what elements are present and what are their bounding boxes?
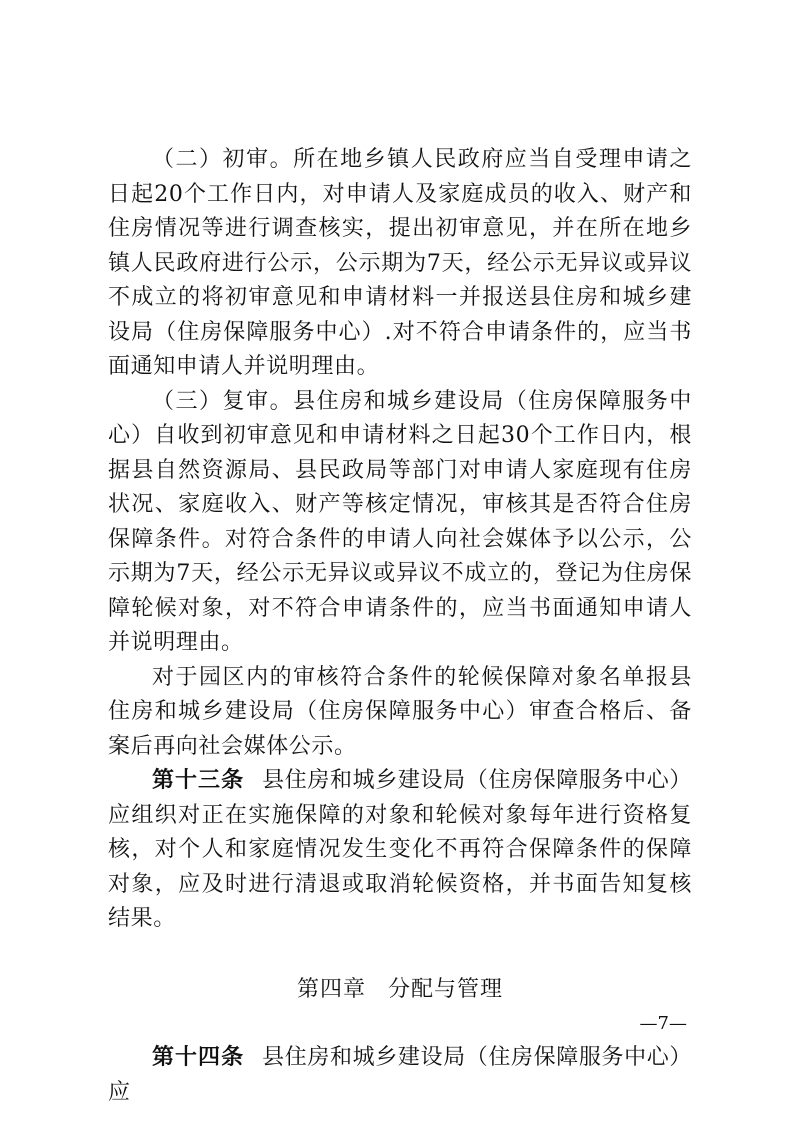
- article-13-number: 第十三条: [152, 768, 245, 793]
- article-13: [108, 764, 692, 937]
- article-14-text: 县住房和城乡建设局（住房保障服务中心）应: [108, 1045, 692, 1105]
- chapter-number: 第四章: [296, 976, 366, 1002]
- page-number: —7—: [639, 1013, 687, 1034]
- article-13-text: 县住房和城乡建设局（住房保障服务中心）应组织对正在实施保障的对象和轮候对象每年进行资格复核，对个人和家庭情况发生变化不再符合保障条件的保障对象，应及时进行清退或取消轮候资格，并书面告知复核结果。: [108, 768, 692, 931]
- chapter-title: 分配与管理: [388, 976, 504, 1002]
- paragraph-park-review: 对于园区内的审核符合条件的轮候保障对象名单报县住房和城乡建设局（住房保障服务中心）审查合格后、备案后再向社会媒体公示。: [108, 664, 692, 759]
- article-14-number: 第十四条: [152, 1045, 245, 1070]
- paragraph-re-review: （三）复审。县住房和城乡建设局（住房保障服务中心）自收到初审意见和申请材料之日起30个工作日内，根据县自然资源局、县民政局等部门对申请人家庭现有住房状况、家庭收入、财产等核定情况，审核其是否符合住房保障条件。对符合条件的申请人向社会媒体予以公示，公示期为7天，经公示无异议或异议不成立的，登记为住房保障轮候对象，对不符合申请条件的，应当书面通知申请人并说明理由。: [108, 388, 692, 655]
- article-14: [108, 1041, 692, 1110]
- document-body: [108, 143, 692, 1110]
- paragraph-preliminary-review: （二）初审。所在地乡镇人民政府应当自受理申请之日起20个工作日内，对申请人及家庭成员的收入、财产和住房情况等进行调查核实，提出初审意见，并在所在地乡镇人民政府进行公示，公示期为7天，经公示无异议或异议不成立的将初审意见和申请材料一并报送县住房和城乡建设局（住房保障服务中心）.对不符合申请条件的，应当书面通知申请人并说明理由。: [108, 147, 692, 379]
- chapter-heading: [108, 973, 692, 1008]
